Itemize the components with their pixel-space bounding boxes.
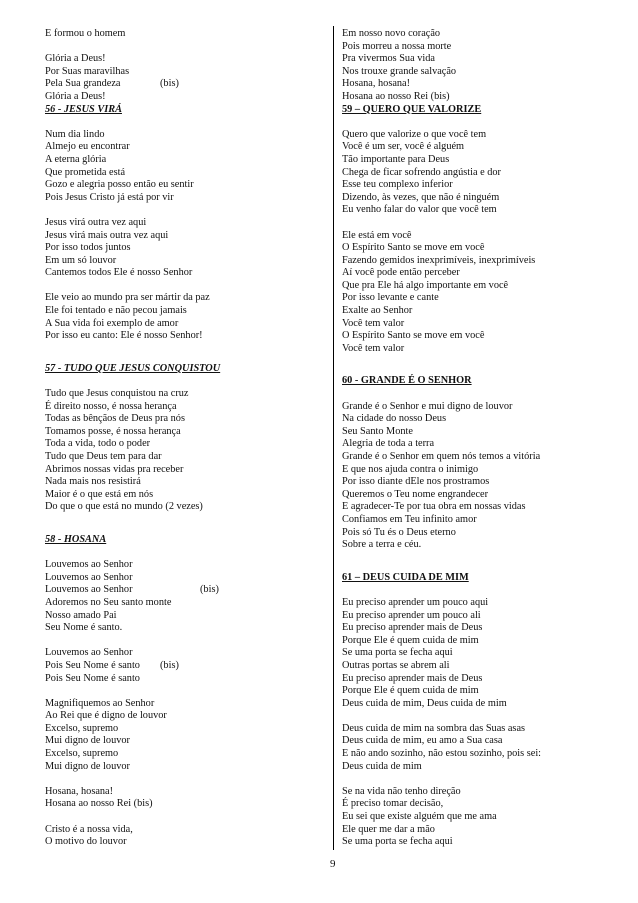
verse-line: Tomamos posse, é nossa herança bbox=[45, 425, 181, 437]
verse-line: E que nos ajuda contra o inimigo bbox=[342, 463, 479, 475]
verse-line: Se uma porta se fecha aqui bbox=[342, 836, 453, 848]
verse-line: Seu Nome é santo. bbox=[45, 622, 123, 634]
verse-line: Eu preciso aprender um pouco aqui bbox=[342, 596, 489, 608]
verse-line: Queremos o Teu nome engrandecer bbox=[342, 488, 489, 500]
verse-line: Ele quer me dar a mão bbox=[342, 823, 435, 835]
verse-line: Cristo é a nossa vida, bbox=[45, 823, 133, 835]
verse-line: Hosana ao nosso Rei (bis) bbox=[45, 798, 153, 810]
verse-line: A eterna glória bbox=[45, 153, 107, 165]
verse-line: E agradecer-Te por tua obra em nossas vidas bbox=[342, 501, 526, 513]
verse-line: Mui digno de louvor bbox=[45, 735, 130, 747]
verse-block bbox=[45, 388, 320, 514]
verse-block bbox=[45, 559, 320, 584]
verse-line: A Sua vida foi exemplo de amor bbox=[45, 317, 179, 329]
verse-line: Ele veio ao mundo pra ser mártir da paz bbox=[45, 292, 210, 304]
verse-line: Pois morreu a nossa morte bbox=[342, 40, 452, 52]
verse-line: Você tem valor bbox=[342, 317, 405, 329]
song-title-58: 58 - HOSANA bbox=[45, 533, 107, 545]
verse-line: Louvemos ao Senhor bbox=[45, 647, 133, 659]
verse-line: Cantemos todos Ele é nosso Senhor bbox=[45, 267, 193, 279]
verse-line: Deus cuida de mim, eu amo a Sua casa bbox=[342, 735, 503, 747]
verse-line: Hosana, hosana! bbox=[45, 785, 114, 797]
verse-line: Por isso levante e cante bbox=[342, 292, 439, 304]
verse-line: Pra vivermos Sua vida bbox=[342, 53, 435, 65]
verse-line: Dizendo, às vezes, que não é ninguém bbox=[342, 191, 500, 203]
song-title-56: 56 - JESUS VIRÁ bbox=[45, 103, 122, 115]
verse-block bbox=[45, 597, 320, 635]
verse-line-bis bbox=[45, 584, 320, 597]
verse-line: Glória a Deus! bbox=[45, 53, 106, 65]
verse-line: Você é um ser, você é alguém bbox=[342, 141, 465, 153]
verse-line: Eu sei que existe alguém que me ama bbox=[342, 811, 497, 823]
verse-block bbox=[342, 723, 604, 773]
verse-line: Nada mais nos resistirá bbox=[45, 476, 141, 488]
verse-line: Eu preciso aprender mais de Deus bbox=[342, 622, 483, 634]
verse-line: Grande é o Senhor e mui digno de louvor bbox=[342, 400, 513, 412]
verse-line: Quero que valorize o que você tem bbox=[342, 128, 487, 140]
verse-line: É preciso tomar decisão, bbox=[342, 798, 444, 810]
verse-line: Louvemos ao Senhor bbox=[45, 571, 133, 583]
song-title-60: 60 - GRANDE É O SENHOR bbox=[342, 375, 472, 387]
verse-line: Tudo que Deus tem para dar bbox=[45, 451, 162, 462]
verse-line: Almejo eu encontrar bbox=[45, 141, 130, 153]
verse-block bbox=[45, 53, 320, 78]
song-title-61: 61 – DEUS CUIDA DE MIM bbox=[342, 571, 469, 583]
verse-block bbox=[45, 217, 320, 280]
verse-line: Eu venho falar do valor que você tem bbox=[342, 204, 497, 216]
verse-line: Magnifiquemos ao Senhor bbox=[45, 697, 155, 709]
verse-line: Grande é o Senhor em quem nós temos a vitória bbox=[342, 451, 541, 462]
verse-line: Ao Rei que é digno de louvor bbox=[45, 710, 167, 722]
verse-line: Do que o que está no mundo (2 vezes) bbox=[45, 501, 203, 513]
verse-line: É direito nosso, é nossa herança bbox=[45, 400, 177, 412]
verse-block bbox=[45, 129, 320, 205]
verse-block bbox=[45, 647, 320, 660]
verse-line: Todas as bênçãos de Deus pra nós bbox=[45, 413, 185, 425]
verse-line: Eu preciso aprender um pouco ali bbox=[342, 609, 481, 621]
verse-line: Confiamos em Teu infinito amor bbox=[342, 513, 477, 525]
verse-line: Alegria de toda a terra bbox=[342, 438, 435, 450]
verse-line: Porque Ele é quem cuida de mim bbox=[342, 685, 479, 697]
verse-line: Tudo que Jesus conquistou na cruz bbox=[45, 388, 189, 400]
verse-block bbox=[45, 91, 320, 104]
verse-block bbox=[45, 786, 320, 811]
verse-line: Deus cuida de mim bbox=[342, 760, 422, 772]
page-number: 9 bbox=[330, 858, 336, 870]
bis-marker: (bis) bbox=[200, 584, 219, 596]
verse-block bbox=[45, 292, 320, 342]
verse-line: Nosso amado Pai bbox=[45, 609, 117, 621]
verse-line: Gozo e alegria posso então eu sentir bbox=[45, 179, 194, 191]
verse-line-bis bbox=[45, 660, 320, 673]
verse-block bbox=[342, 786, 604, 849]
verse-line: Hosana ao nosso Rei (bis) bbox=[342, 90, 450, 102]
verse-line: Pois Seu Nome é santo bbox=[45, 672, 140, 684]
verse-line: Excelso, supremo bbox=[45, 722, 119, 734]
verse-block bbox=[342, 597, 604, 710]
verse-line: Mui digno de louvor bbox=[45, 760, 130, 772]
verse-line: Ele está em você bbox=[342, 229, 412, 241]
verse-line: Jesus virá mais outra vez aqui bbox=[45, 229, 169, 241]
verse-block bbox=[45, 673, 320, 686]
verse-line: Outras portas se abrem ali bbox=[342, 659, 450, 671]
verse-line: Se na vida não tenho direção bbox=[342, 785, 461, 797]
song-title-57: 57 - TUDO QUE JESUS CONQUISTOU bbox=[45, 362, 221, 374]
column-divider bbox=[333, 26, 334, 850]
verse-block bbox=[342, 129, 604, 217]
verse-line: Que prometida está bbox=[45, 166, 126, 178]
verse-line: Toda a vida, todo o poder bbox=[45, 438, 151, 450]
verse-line: Pela Sua grandeza bbox=[45, 78, 121, 90]
verse-line: E não ando sozinho, não estou sozinho, pois sei: bbox=[342, 748, 542, 760]
verse-line: Em nosso novo coração bbox=[342, 28, 441, 39]
verse-line: O motivo do louvor bbox=[45, 836, 127, 848]
left-column bbox=[45, 28, 320, 849]
verse-line: Se uma porta se fecha aqui bbox=[342, 647, 453, 659]
verse-line: Deus cuida de mim, Deus cuida de mim bbox=[342, 697, 507, 709]
verse-block bbox=[45, 824, 320, 849]
verse-line: Seu Santo Monte bbox=[342, 425, 413, 437]
verse-line: Eu preciso aprender mais de Deus bbox=[342, 672, 483, 684]
verse-line: Glória a Deus! bbox=[45, 90, 106, 102]
verse-block bbox=[342, 230, 604, 356]
verse-line: Em um só louvor bbox=[45, 254, 117, 266]
verse-line: Louvemos ao Senhor bbox=[45, 559, 133, 571]
bis-marker: (bis) bbox=[160, 78, 179, 90]
verse-line: Pois Seu Nome é santo bbox=[45, 659, 140, 671]
right-column bbox=[342, 28, 604, 849]
verse-line: Chega de ficar sofrendo angústia e dor bbox=[342, 166, 501, 178]
verse-block bbox=[45, 28, 320, 41]
verse-line: Num dia lindo bbox=[45, 128, 105, 140]
verse-line: Jesus virá outra vez aqui bbox=[45, 216, 147, 228]
bis-marker: (bis) bbox=[160, 659, 179, 671]
verse-line: Nos trouxe grande salvação bbox=[342, 65, 457, 77]
verse-line: Fazendo gemidos inexprimíveis, inexprimíveis bbox=[342, 254, 536, 266]
verse-line: Hosana, hosana! bbox=[342, 78, 411, 90]
verse-line: Maior é o que está em nós bbox=[45, 488, 154, 500]
verse-line: Por isso diante dEle nos prostramos bbox=[342, 476, 490, 488]
verse-block bbox=[342, 401, 604, 552]
verse-line: Tão importante para Deus bbox=[342, 153, 450, 165]
verse-block bbox=[342, 28, 604, 104]
verse-line: Por isso todos juntos bbox=[45, 242, 131, 254]
verse-line: Por isso eu canto: Ele é nosso Senhor! bbox=[45, 330, 203, 342]
verse-line: Que pra Ele há algo importante em você bbox=[342, 279, 509, 291]
verse-line: O Espírito Santo se move em você bbox=[342, 242, 485, 254]
verse-line: Deus cuida de mim na sombra das Suas asas bbox=[342, 722, 526, 734]
verse-line: Adoremos no Seu santo monte bbox=[45, 596, 172, 608]
verse-line: O Espírito Santo se move em você bbox=[342, 330, 485, 342]
verse-line: Sobre a terra e céu. bbox=[342, 539, 422, 551]
verse-line: Ele foi tentado e não pecou jamais bbox=[45, 305, 187, 317]
verse-line: Pois só Tu és o Deus eterno bbox=[342, 526, 456, 538]
verse-line-bis bbox=[45, 78, 320, 91]
verse-line: Exalte ao Senhor bbox=[342, 305, 413, 317]
verse-line: Louvemos ao Senhor bbox=[45, 584, 133, 596]
verse-line: Esse teu complexo inferior bbox=[342, 179, 453, 191]
verse-line: Excelso, supremo bbox=[45, 748, 119, 760]
verse-line: Porque Ele é quem cuida de mim bbox=[342, 634, 479, 646]
verse-line: Abrimos nossas vidas pra receber bbox=[45, 463, 184, 475]
verse-block bbox=[45, 698, 320, 774]
verse-line: Pois Jesus Cristo já está por vir bbox=[45, 191, 174, 203]
verse-line: Você tem valor bbox=[342, 342, 405, 354]
verse-line: E formou o homem bbox=[45, 28, 126, 39]
verse-line: Aí você pode então perceber bbox=[342, 267, 460, 279]
verse-line: Na cidade do nosso Deus bbox=[342, 413, 447, 425]
verse-line: Por Suas maravilhas bbox=[45, 65, 130, 77]
song-title-59: 59 – QUERO QUE VALORIZE bbox=[342, 103, 482, 115]
